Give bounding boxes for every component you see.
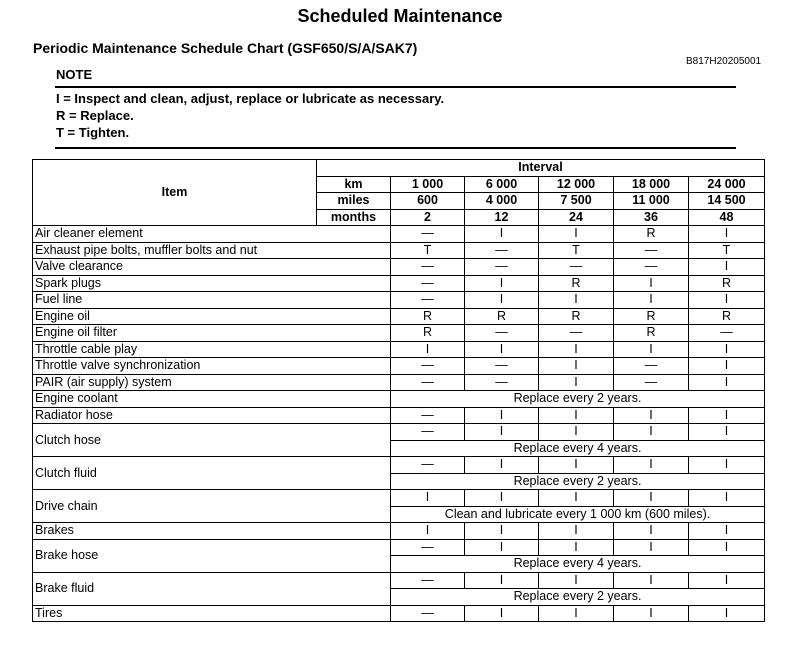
schedule-mark: I <box>539 407 614 424</box>
interval-value: 4 000 <box>465 193 539 210</box>
schedule-mark: I <box>614 572 689 589</box>
schedule-mark: I <box>465 407 539 424</box>
note-heading: NOTE <box>56 67 93 82</box>
schedule-mark: — <box>391 424 465 441</box>
schedule-mark: — <box>391 358 465 375</box>
table-row <box>33 407 765 424</box>
schedule-mark: I <box>689 407 765 424</box>
item-name: Radiator hose <box>33 407 391 424</box>
item-name: Brake hose <box>33 539 391 572</box>
schedule-mark: I <box>539 358 614 375</box>
item-name: Spark plugs <box>33 275 391 292</box>
schedule-mark: — <box>465 374 539 391</box>
schedule-mark: I <box>465 424 539 441</box>
schedule-mark: I <box>465 539 539 556</box>
schedule-mark: I <box>465 275 539 292</box>
schedule-mark: — <box>689 325 765 342</box>
interval-value: 600 <box>391 193 465 210</box>
schedule-mark: I <box>689 457 765 474</box>
item-name: Air cleaner element <box>33 226 391 243</box>
table-row <box>33 572 765 589</box>
table-row <box>33 358 765 375</box>
table-row <box>33 539 765 556</box>
schedule-mark: I <box>689 341 765 358</box>
schedule-mark: I <box>689 226 765 243</box>
note-top-rule <box>55 86 736 88</box>
item-name: Clutch fluid <box>33 457 391 490</box>
schedule-mark: I <box>391 341 465 358</box>
schedule-mark: I <box>539 341 614 358</box>
schedule-mark: — <box>614 242 689 259</box>
schedule-mark: — <box>539 325 614 342</box>
schedule-mark: — <box>465 325 539 342</box>
interval-value: 7 500 <box>539 193 614 210</box>
schedule-mark: — <box>391 539 465 556</box>
schedule-mark: I <box>689 374 765 391</box>
schedule-mark: R <box>465 308 539 325</box>
schedule-mark: — <box>391 407 465 424</box>
interval-value: 2 <box>391 209 465 226</box>
interval-value: 36 <box>614 209 689 226</box>
schedule-mark: — <box>465 358 539 375</box>
schedule-mark: I <box>689 539 765 556</box>
schedule-note: Replace every 2 years. <box>391 589 765 606</box>
schedule-note: Clean and lubricate every 1 000 km (600 miles). <box>391 506 765 523</box>
table-row <box>33 275 765 292</box>
interval-value: 6 000 <box>465 176 539 193</box>
note-line: R = Replace. <box>56 108 134 123</box>
table-row <box>33 308 765 325</box>
schedule-mark: I <box>689 523 765 540</box>
item-name: Throttle valve synchronization <box>33 358 391 375</box>
table-row <box>33 341 765 358</box>
note-line: T = Tighten. <box>56 125 130 140</box>
schedule-mark: — <box>391 226 465 243</box>
schedule-mark: — <box>391 292 465 309</box>
table-row <box>33 292 765 309</box>
schedule-mark: I <box>539 605 614 622</box>
schedule-mark: I <box>614 292 689 309</box>
schedule-mark: I <box>614 539 689 556</box>
table-row <box>33 374 765 391</box>
schedule-mark: — <box>391 374 465 391</box>
item-name: Tires <box>33 605 391 622</box>
schedule-mark: I <box>614 424 689 441</box>
schedule-mark: — <box>391 457 465 474</box>
schedule-mark: I <box>614 275 689 292</box>
item-name: Valve clearance <box>33 259 391 276</box>
schedule-mark: I <box>614 605 689 622</box>
schedule-mark: — <box>391 605 465 622</box>
schedule-mark: I <box>539 292 614 309</box>
schedule-mark: I <box>539 572 614 589</box>
table-row <box>33 226 765 243</box>
schedule-mark: I <box>539 457 614 474</box>
schedule-mark: — <box>391 259 465 276</box>
schedule-mark: R <box>539 308 614 325</box>
schedule-mark: I <box>539 490 614 507</box>
table-row <box>33 424 765 441</box>
interval-value: 48 <box>689 209 765 226</box>
item-name: Exhaust pipe bolts, muffler bolts and nut <box>33 242 391 259</box>
schedule-mark: R <box>614 226 689 243</box>
item-name: Engine coolant <box>33 391 391 408</box>
item-name: Engine oil filter <box>33 325 391 342</box>
table-row <box>33 242 765 259</box>
schedule-mark: I <box>614 407 689 424</box>
item-header: Item <box>33 160 317 226</box>
document-code: B817H20205001 <box>686 56 762 67</box>
schedule-mark: I <box>539 226 614 243</box>
item-name: Brake fluid <box>33 572 391 605</box>
schedule-note: Replace every 2 years. <box>391 391 765 408</box>
table-row <box>33 325 765 342</box>
item-name: Throttle cable play <box>33 341 391 358</box>
schedule-mark: — <box>614 374 689 391</box>
schedule-mark: R <box>539 275 614 292</box>
schedule-mark: I <box>614 341 689 358</box>
note-bottom-rule <box>55 147 736 149</box>
schedule-mark: R <box>614 325 689 342</box>
schedule-mark: I <box>689 490 765 507</box>
table-row <box>33 259 765 276</box>
schedule-mark: I <box>689 572 765 589</box>
schedule-mark: R <box>689 308 765 325</box>
page-title: Scheduled Maintenance <box>297 6 503 26</box>
item-name: Clutch hose <box>33 424 391 457</box>
maintenance-table <box>32 159 765 622</box>
interval-value: 1 000 <box>391 176 465 193</box>
chart-subtitle: Periodic Maintenance Schedule Chart (GSF650/S/A/SAK7) <box>33 40 418 56</box>
schedule-mark: I <box>689 259 765 276</box>
interval-value: 14 500 <box>689 193 765 210</box>
schedule-mark: I <box>689 424 765 441</box>
schedule-mark: T <box>539 242 614 259</box>
schedule-mark: R <box>614 308 689 325</box>
schedule-mark: R <box>391 325 465 342</box>
interval-value: 11 000 <box>614 193 689 210</box>
schedule-mark: — <box>391 275 465 292</box>
header-row <box>33 160 765 177</box>
schedule-mark: R <box>391 308 465 325</box>
schedule-note: Replace every 4 years. <box>391 440 765 457</box>
schedule-mark: I <box>614 457 689 474</box>
interval-header: Interval <box>317 160 765 177</box>
item-name: Brakes <box>33 523 391 540</box>
schedule-mark: I <box>539 523 614 540</box>
schedule-mark: I <box>465 341 539 358</box>
schedule-mark: I <box>539 539 614 556</box>
schedule-mark: I <box>465 457 539 474</box>
note-line: I = Inspect and clean, adjust, replace or lubricate as necessary. <box>56 91 445 106</box>
schedule-mark: T <box>689 242 765 259</box>
unit-label: miles <box>317 193 391 210</box>
schedule-note: Replace every 2 years. <box>391 473 765 490</box>
schedule-mark: I <box>391 490 465 507</box>
table-row <box>33 391 765 408</box>
schedule-mark: R <box>689 275 765 292</box>
schedule-mark: T <box>391 242 465 259</box>
unit-label: months <box>317 209 391 226</box>
schedule-mark: — <box>391 572 465 589</box>
interval-value: 24 <box>539 209 614 226</box>
schedule-mark: I <box>465 572 539 589</box>
table-row <box>33 605 765 622</box>
schedule-mark: I <box>689 292 765 309</box>
schedule-mark: — <box>465 242 539 259</box>
schedule-mark: I <box>539 374 614 391</box>
schedule-note: Replace every 4 years. <box>391 556 765 573</box>
interval-value: 12 000 <box>539 176 614 193</box>
item-name: Engine oil <box>33 308 391 325</box>
interval-value: 12 <box>465 209 539 226</box>
schedule-mark: — <box>465 259 539 276</box>
schedule-mark: — <box>539 259 614 276</box>
schedule-mark: I <box>465 226 539 243</box>
schedule-mark: I <box>689 605 765 622</box>
item-name: Drive chain <box>33 490 391 523</box>
schedule-mark: I <box>465 490 539 507</box>
item-name: PAIR (air supply) system <box>33 374 391 391</box>
table-row <box>33 490 765 507</box>
item-name: Fuel line <box>33 292 391 309</box>
schedule-mark: — <box>614 358 689 375</box>
schedule-mark: I <box>539 424 614 441</box>
schedule-mark: I <box>465 523 539 540</box>
unit-label: km <box>317 176 391 193</box>
table-row <box>33 523 765 540</box>
interval-value: 24 000 <box>689 176 765 193</box>
schedule-mark: I <box>391 523 465 540</box>
table-row <box>33 457 765 474</box>
schedule-mark: I <box>689 358 765 375</box>
schedule-mark: I <box>465 292 539 309</box>
schedule-mark: I <box>614 490 689 507</box>
schedule-mark: I <box>465 605 539 622</box>
interval-value: 18 000 <box>614 176 689 193</box>
schedule-mark: I <box>614 523 689 540</box>
schedule-mark: — <box>614 259 689 276</box>
